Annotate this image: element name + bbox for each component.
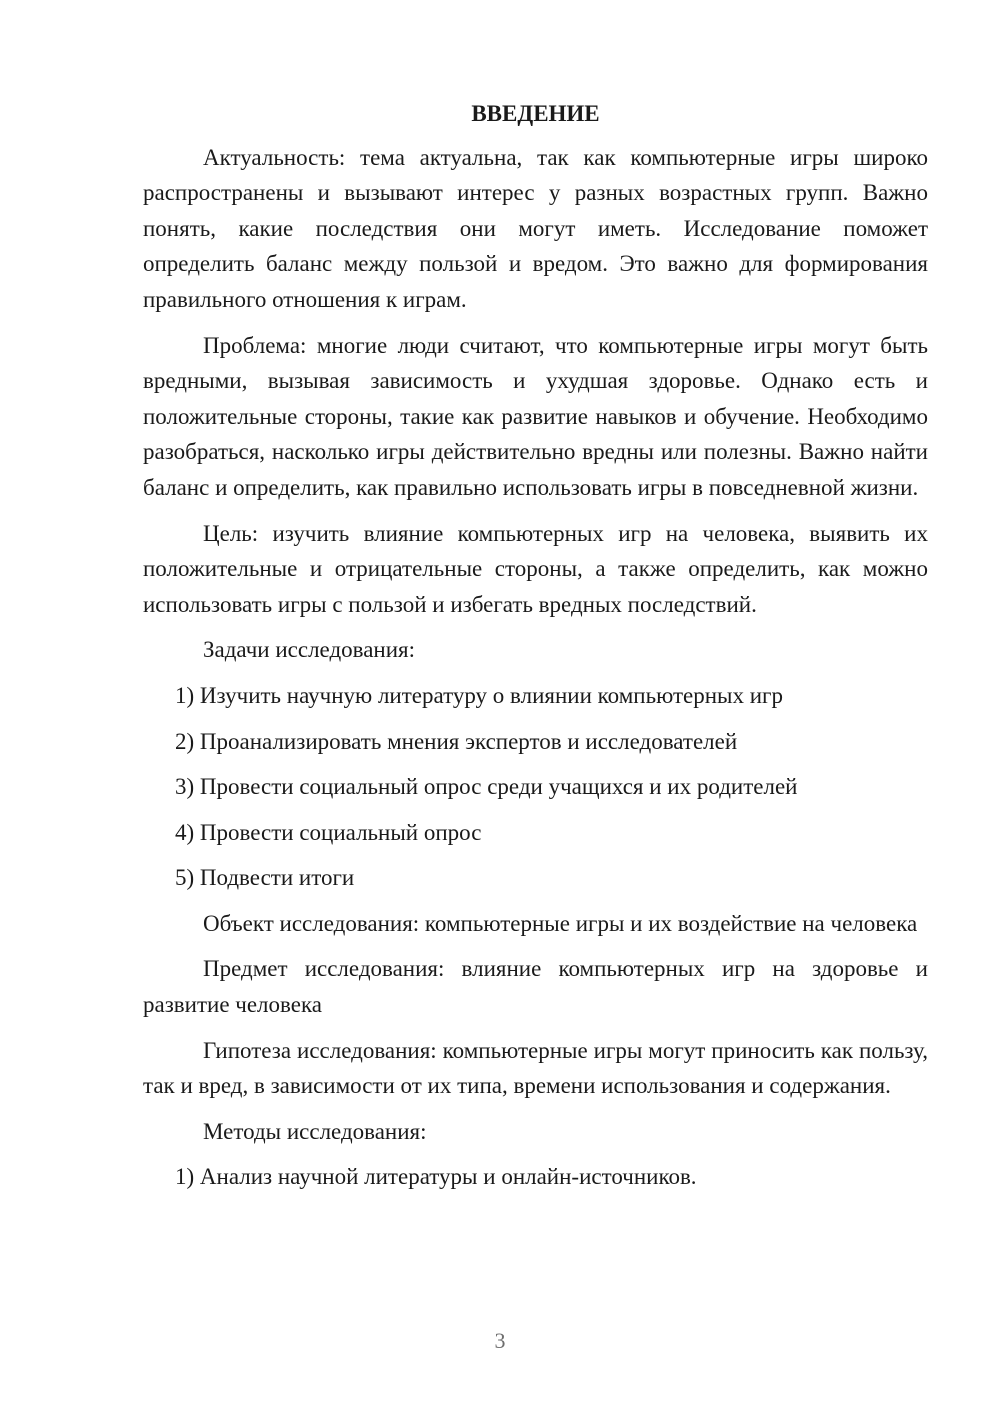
problem-paragraph: Проблема: многие люди считают, что компьютерные игры могут быть вредными, вызывая зависимость и ухудшая здоровье. Однако есть и положительные стороны, такие как развитие навыков и обучение. Необходимо разобраться, насколько игры действительно вредны или полезны. Важно найти баланс и определить, как правильно использовать игры в повседневной жизни.: [143, 332, 928, 500]
tasks-heading: Задачи исследования:: [203, 637, 416, 663]
hypothesis-paragraph: Гипотеза исследования: компьютерные игры могут приносить как пользу, так и вред, в зависимости от их типа, времени использования и содержания.: [143, 1037, 928, 1099]
list-item: 2) Проанализировать мнения экспертов и исследователей: [175, 728, 738, 754]
page-number: 3: [494, 1328, 506, 1353]
tasks-list: [143, 678, 928, 896]
goal-paragraph: Цель: изучить влияние компьютерных игр на человека, выявить их положительные и отрицательные стороны, а также определить, как можно использовать игры с пользой и избегать вредных последствий.: [143, 520, 928, 617]
list-item: 5) Подвести итоги: [175, 865, 355, 891]
methods-list: [143, 1159, 928, 1195]
list-item: 4) Провести социальный опрос: [175, 819, 482, 845]
list-item: 3) Провести социальный опрос среди учащихся и их родителей: [175, 774, 798, 800]
methods-heading: Методы исследования:: [203, 1118, 427, 1144]
list-item: 1) Изучить научную литературу о влиянии компьютерных игр: [175, 682, 783, 708]
subject-paragraph: Предмет исследования: влияние компьютерных игр на здоровье и развитие человека: [143, 956, 928, 1018]
relevance-paragraph: Актуальность: тема актуальна, так как компьютерные игры широко распространены и вызывают интерес у разных возрастных групп. Важно понять, какие последствия они могут иметь. Исследование поможет определить баланс между пользой и вредом. Это важно для формирования правильного отношения к играм.: [143, 144, 928, 312]
list-item: 1) Анализ научной литературы и онлайн-источников.: [175, 1164, 697, 1190]
document-title: ВВЕДЕНИЕ: [471, 101, 600, 126]
object-paragraph: Объект исследования: компьютерные игры и их воздействие на человека: [203, 910, 918, 936]
document-page: [143, 96, 928, 1205]
